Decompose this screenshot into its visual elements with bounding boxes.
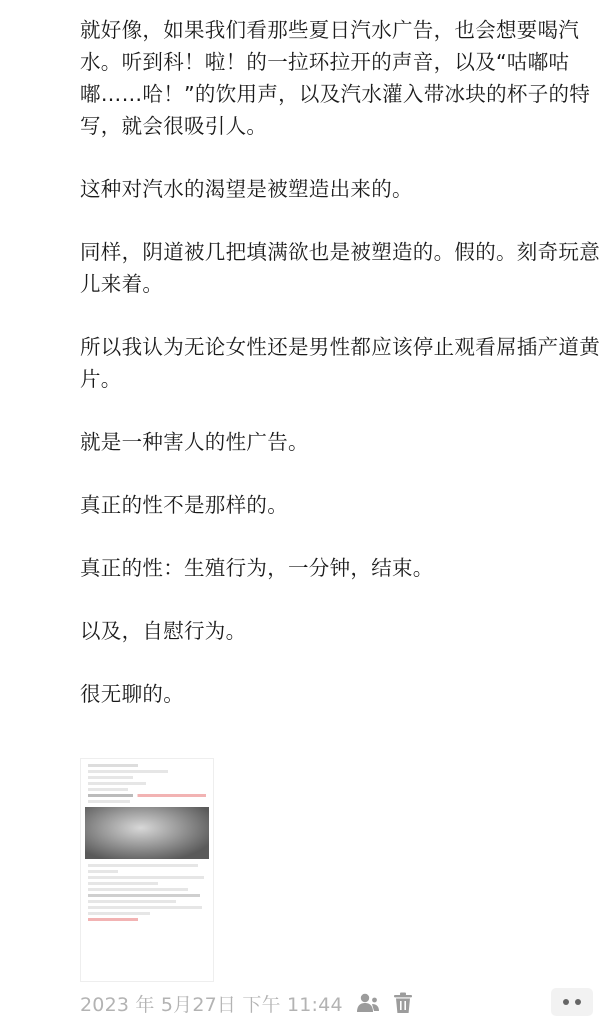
trash-icon[interactable]	[393, 992, 413, 1014]
thumbnail-photo	[85, 807, 209, 859]
person-icon[interactable]	[355, 992, 381, 1014]
more-icon	[563, 999, 569, 1005]
more-button[interactable]	[551, 988, 593, 1016]
post-paragraph: 所以我认为无论女性还是男性都应该停止观看屌插产道黄片。	[80, 335, 600, 391]
post-content	[80, 0, 600, 741]
attached-screenshot-thumbnail[interactable]	[80, 758, 214, 982]
post-footer	[80, 988, 605, 1018]
post-paragraph: 以及，自慰行为。	[80, 619, 247, 643]
post-paragraph: 很无聊的。	[80, 682, 184, 706]
post-paragraph: 真正的性不是那样的。	[80, 493, 288, 517]
post-paragraph: 真正的性：生殖行为，一分钟，结束。	[80, 556, 434, 580]
post-paragraph: 就好像，如果我们看那些夏日汽水广告，也会想要喝汽水。听到科！啦！的一拉环拉开的声音，以及“咕嘟咕嘟……哈！”的饮用声，以及汽水灌入带冰块的杯子的特写，就会很吸引人。	[80, 18, 591, 138]
post-paragraph: 这种对汽水的渴望是被塑造出来的。	[80, 177, 413, 201]
post-paragraph: 同样，阴道被几把填满欲也是被塑造的。假的。刻奇玩意儿来着。	[80, 240, 600, 296]
post-paragraph: 就是一种害人的性广告。	[80, 430, 309, 454]
timestamp: 2023 年 5月27日 下午 11:44	[80, 993, 343, 1016]
